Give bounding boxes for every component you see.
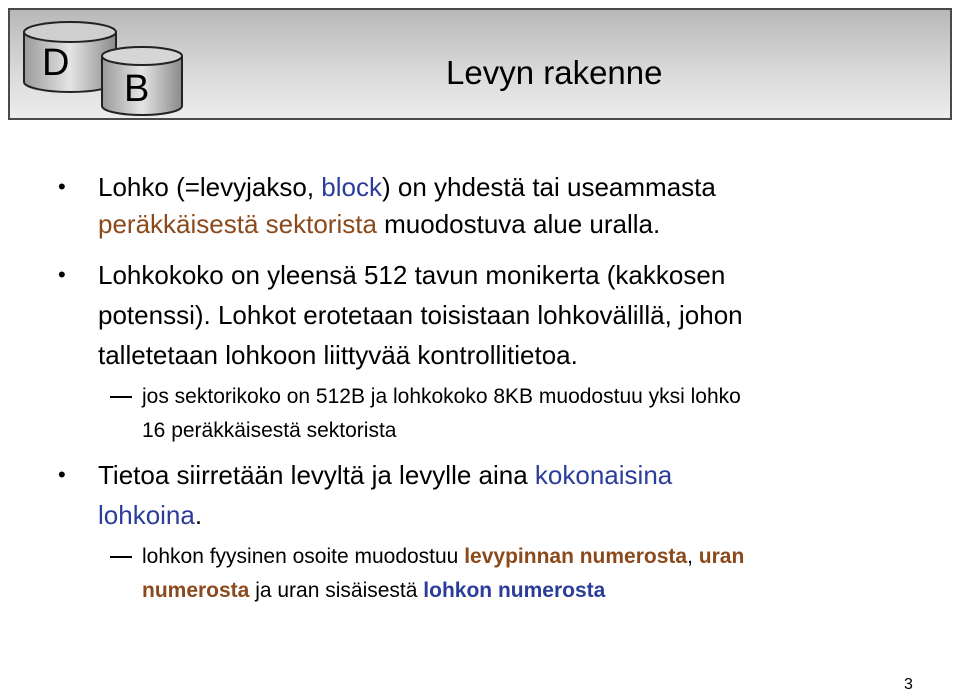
bullet-1-text: Lohko (=levyjakso, <box>98 172 322 202</box>
bullet-3-text: Tietoa siirretään levyltä ja levylle aina <box>98 460 535 490</box>
sub-bullet-dash <box>110 556 132 558</box>
sub-bullet-3-text-cont: ja uran sisäisestä <box>249 579 424 602</box>
logo-letter-b: B <box>124 68 150 110</box>
bullet-1-text-cont: ) on yhdestä tai useammasta <box>382 172 716 202</box>
bullet-3-blocks-term: lohkoina <box>98 500 195 530</box>
bullet-dot: • <box>58 262 66 287</box>
bullet-3-line-2 <box>98 494 928 537</box>
page-number: 3 <box>904 676 913 693</box>
sub-bullet-dash <box>110 396 132 398</box>
bullet-dot: • <box>58 174 66 199</box>
sub-bullet-2-line-1: jos sektorikoko on 512B ja lohkokoko 8KB muodostuu yksi lohko <box>142 385 741 408</box>
bullet-2-line-1: Lohkokoko on yleensä 512 tavun monikerta (kakkosen <box>98 260 726 290</box>
bullet-2-line-2: potenssi). Lohkot erotetaan toisistaan lohkovälillä, johon <box>98 300 743 330</box>
bullet-1-sector-term: peräkkäisestä sektorista <box>98 209 377 239</box>
bullet-1-text-end: muodostuva alue uralla. <box>376 209 661 239</box>
bullet-2-line-3: talletetaan lohkoon liittyvää kontrollitietoa. <box>98 340 578 370</box>
surface-number-term: levypinnan numerosta <box>464 545 688 568</box>
sub-bullet-3-comma: , <box>687 545 699 568</box>
bullet-3-whole-term: kokonaisina <box>534 460 673 490</box>
track-number-term: numerosta <box>142 579 250 602</box>
page-title: Levyn rakenne <box>446 54 663 91</box>
logo-letter-d: D <box>42 42 70 84</box>
bullet-3-line-1 <box>98 454 928 497</box>
bullet-3-period: . <box>194 500 203 530</box>
bullet-1-block-term: block <box>321 172 382 202</box>
sub-bullet-3-line-2 <box>142 574 942 607</box>
block-number-term: lohkon numerosta <box>423 579 606 602</box>
track-term: uran <box>698 545 745 568</box>
sub-bullet-2-line-2: 16 peräkkäisestä sektorista <box>142 419 397 442</box>
sub-bullet-3-text: lohkon fyysinen osoite muodostuu <box>142 545 465 568</box>
sub-bullet-3-line-1 <box>142 540 942 573</box>
bullet-dot: • <box>58 462 66 487</box>
bullet-1-line-2 <box>98 203 928 246</box>
